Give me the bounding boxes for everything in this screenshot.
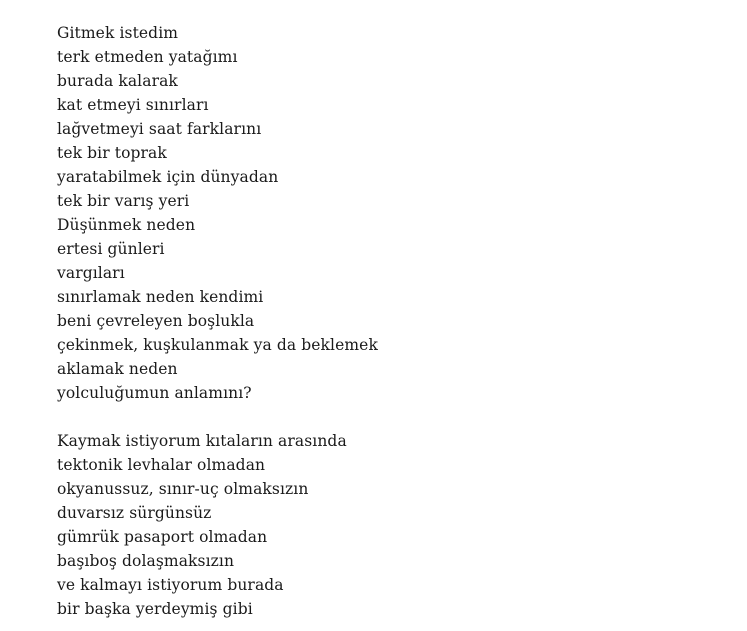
poem-line: tek bir varış yeri [57,192,190,210]
poem-line: lağvetmeyi saat farklarını [57,120,262,138]
poem-line: gümrük pasaport olmadan [57,528,268,546]
poem-line: beni çevreleyen boşlukla [57,312,255,330]
poem-line: terk etmeden yatağımı [57,48,238,66]
stanza-2 [57,429,737,621]
poem-line: ertesi günleri [57,240,165,258]
poem-line: vargıları [57,264,125,282]
poem-line: okyanussuz, sınır-uç olmaksızın [57,480,309,498]
stanza-1 [57,21,737,405]
poem-line: Kaymak istiyorum kıtaların arasında [57,432,347,450]
poem-line: tektonik levhalar olmadan [57,456,266,474]
poem-line: yaratabilmek için dünyadan [57,168,279,186]
poem-line: burada kalarak [57,72,178,90]
poem-line: başıboş dolaşmaksızın [57,552,235,570]
poem-line: bir başka yerdeymiş gibi [57,600,253,618]
poem-line: tek bir toprak [57,144,167,162]
poem-line: kat etmeyi sınırları [57,96,209,114]
poem-line: yolculuğumun anlamını? [57,384,252,402]
poem-line: Düşünmek neden [57,216,196,234]
poem-text [57,21,737,621]
poem-line: çekinmek, kuşkulanmak ya da beklemek [57,336,378,354]
poem-line: ve kalmayı istiyorum burada [57,576,284,594]
poem-line: duvarsız sürgünsüz [57,504,212,522]
poem-line: sınırlamak neden kendimi [57,288,264,306]
poem-line: aklamak neden [57,360,178,378]
poem-line: Gitmek istedim [57,24,179,42]
